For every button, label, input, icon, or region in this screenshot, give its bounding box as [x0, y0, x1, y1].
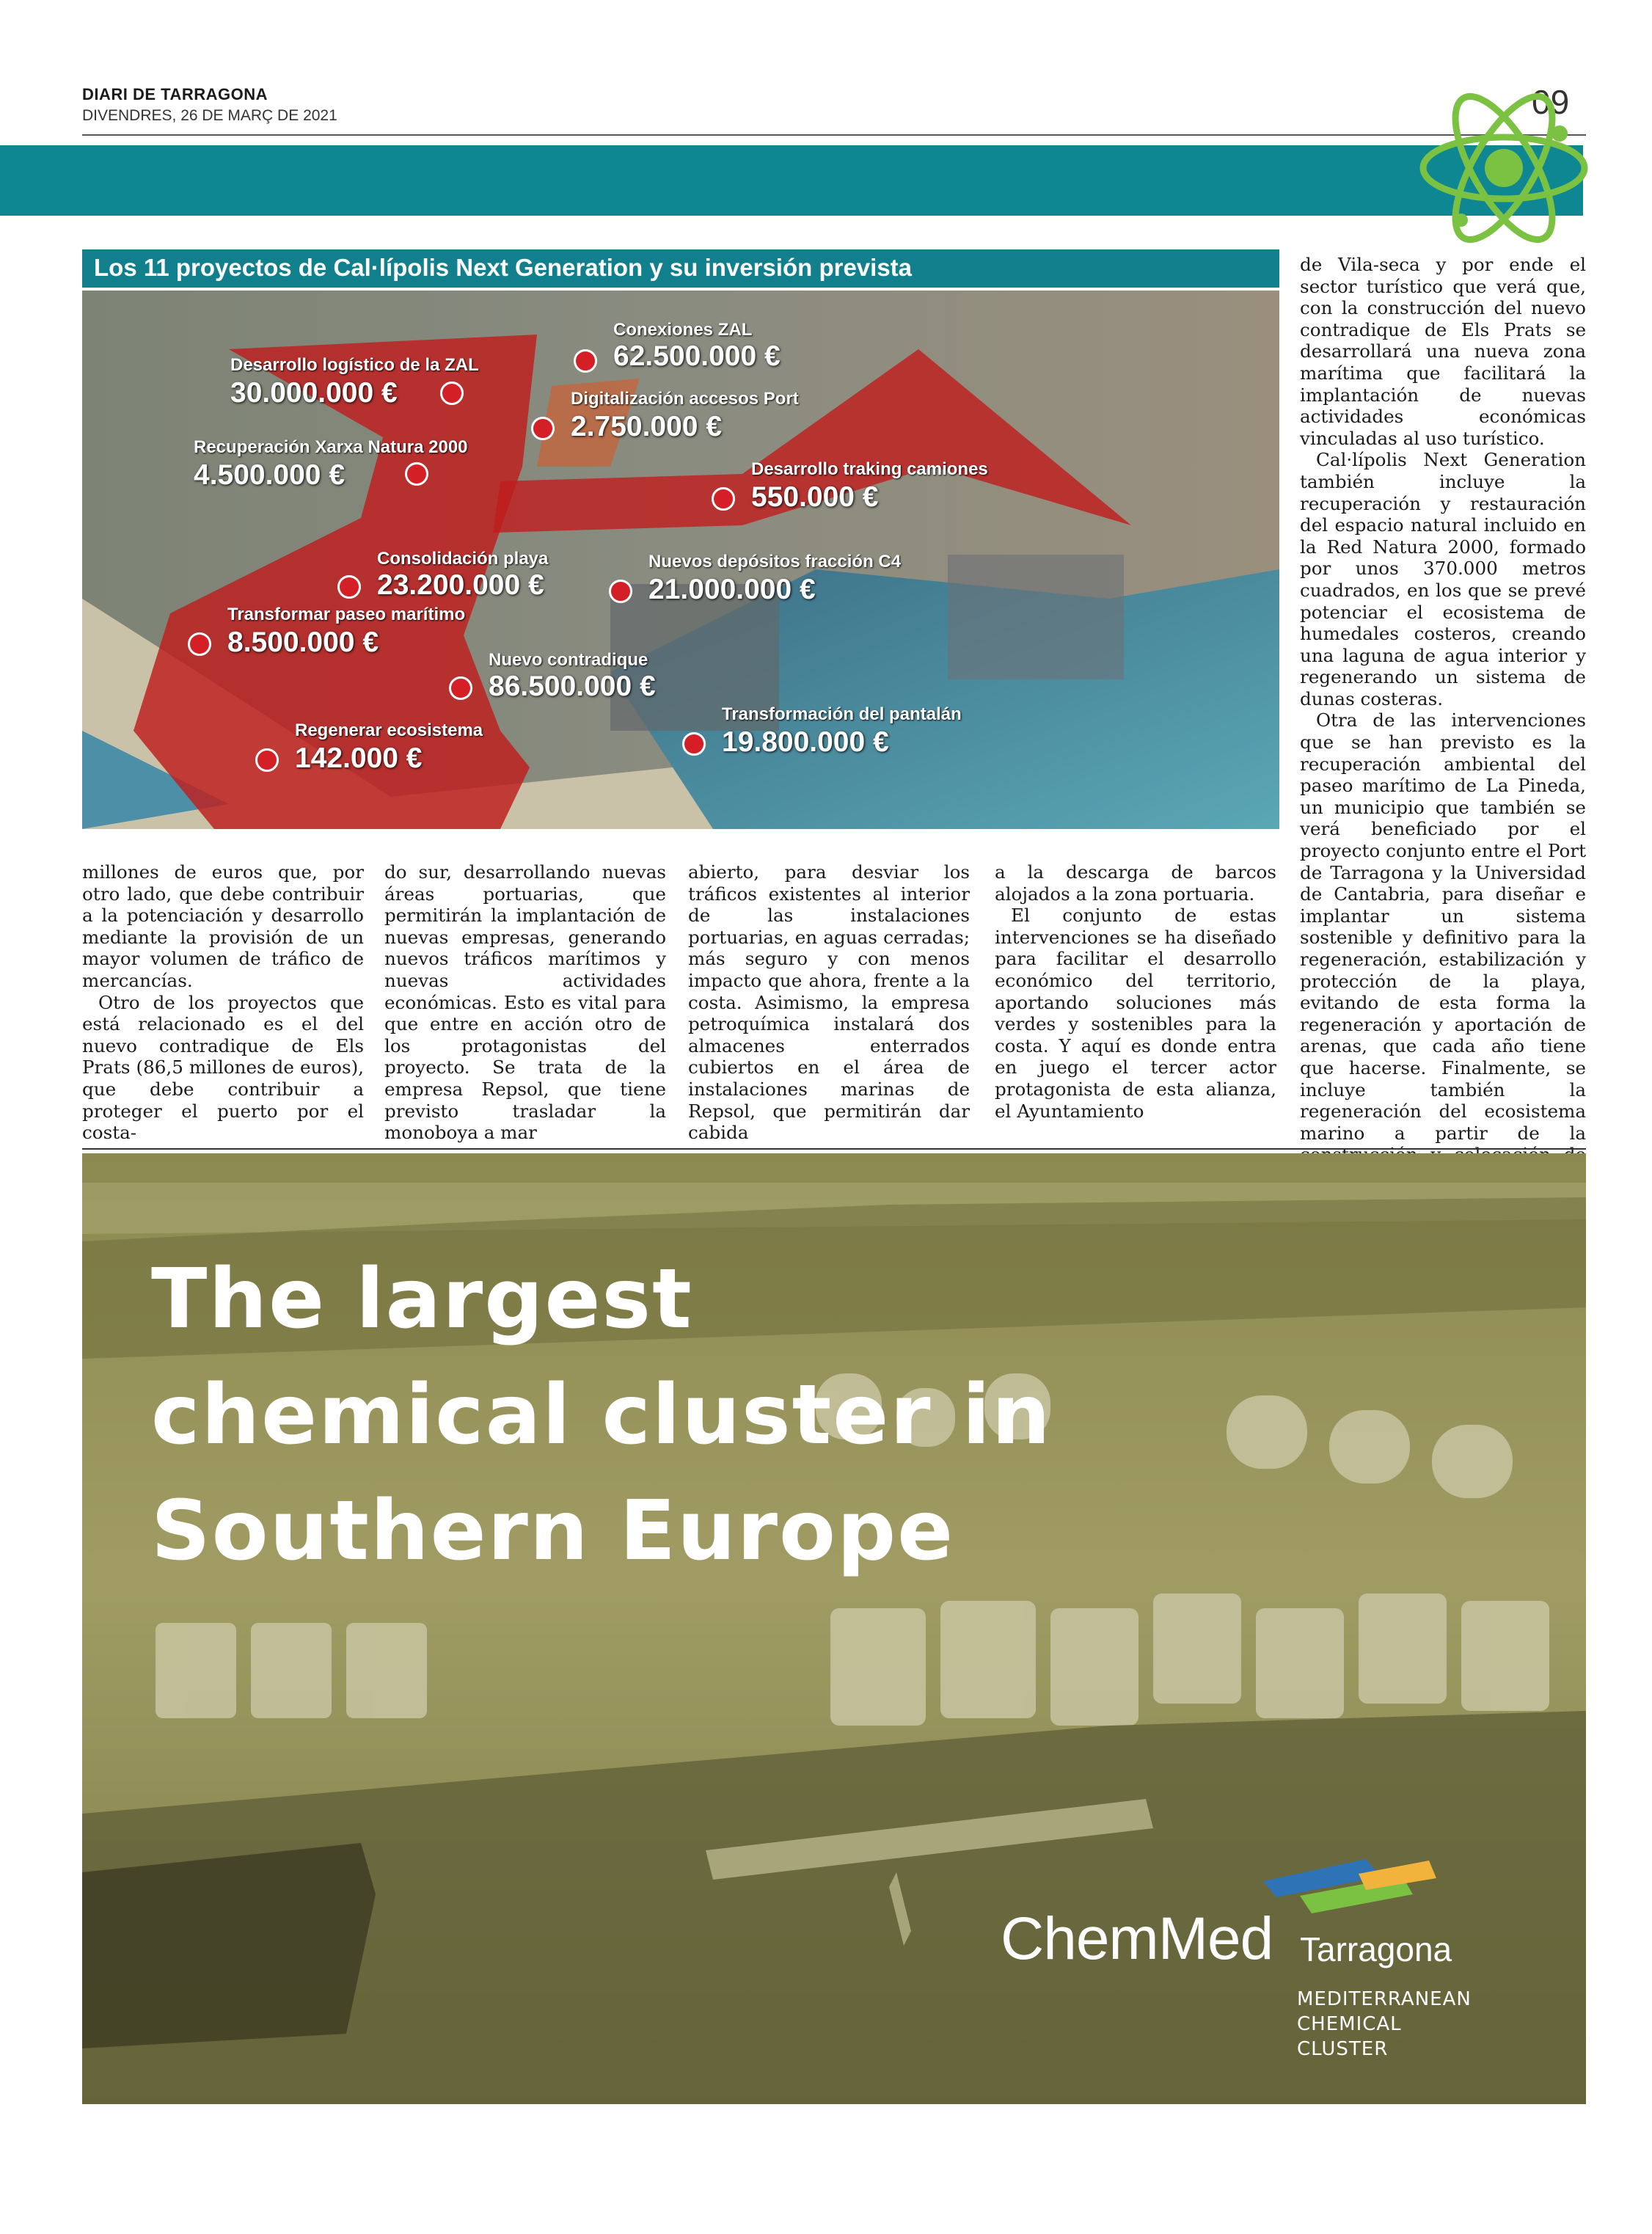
- project-marker: [440, 382, 464, 405]
- project-name: Nuevos depósitos fracción C4: [648, 552, 902, 572]
- ad-tagline: [1297, 1987, 1472, 2062]
- ad-tagline-line: MEDITERRANEAN: [1297, 1988, 1472, 2010]
- project-name: Nuevo contradique: [489, 650, 648, 670]
- page-number: 09: [1532, 83, 1570, 121]
- ad-separator: [82, 1148, 1586, 1150]
- project-name: Transformar paseo marítimo: [227, 605, 466, 624]
- paragraph: Otra de las intervenciones que se han previsto es la recuperación ambiental del paseo marítimo de La Pineda, un municipio que también se verá beneficiado por el proyecto conjunto entre el Port de Tarragona y la Universidad de Cantabria, para diseñar e implantar un sistema sostenible y definitivo para la regeneración, estabilización y protección de la playa, evitando de esta forma la regeneración y aportación de arenas, que cada año tiene que hacerse. Finalmente, se incluye también la regeneración del ecosistema marino a partir de la: [1300, 709, 1586, 1144]
- project-amount: 4.500.000 €: [194, 459, 346, 491]
- project-amount: 2.750.000 €: [571, 411, 723, 442]
- project-marker: [682, 732, 706, 756]
- paragraph: Otro de los proyectos que está relacionado es el del nuevo contradique de Els Prats (86,5 millones de euros), que debe contribuir a proteger el puerto por el costa-: [82, 991, 364, 1144]
- project-name: Regenerar ecosistema: [295, 720, 483, 740]
- project-amount: 86.500.000 €: [489, 671, 656, 702]
- project-amount: 23.200.000 €: [377, 569, 544, 601]
- project-name: Transformación del pantalán: [722, 704, 962, 724]
- project-name: Consolidación playa: [377, 549, 549, 569]
- ad-headline-line: Southern Europe: [151, 1483, 955, 1579]
- paragraph: millones de euros que, por otro lado, que debe contribuir a la potenciación y desarrollo mediante la provisión de un mayor volumen de tráfico de mercancías.: [82, 861, 364, 991]
- project-marker: [255, 748, 279, 772]
- project-name: Desarrollo logístico de la ZAL: [230, 355, 479, 375]
- project-amount: 19.800.000 €: [722, 726, 889, 758]
- ad-headline-line: chemical cluster in: [151, 1368, 1052, 1463]
- project-amount: 62.500.000 €: [613, 340, 781, 372]
- project-amount: 30.000.000 €: [230, 377, 398, 409]
- project-amount: 550.000 €: [751, 481, 879, 513]
- project-marker: [405, 462, 428, 486]
- project-amount: 142.000 €: [295, 742, 423, 774]
- article-column-4: [995, 861, 1276, 1122]
- project-name: Desarrollo traking camiones: [751, 459, 988, 479]
- project-name: Digitalización accesos Port: [571, 389, 799, 409]
- paragraph: El conjunto de estas intervenciones se ha diseñado para facilitar el desarrollo económico del territorio, aportando soluciones más verdes y sostenibles para la costa. Y aquí es donde entra en juego el tercer actor protagonista de esta alianza, el Ayuntamiento: [995, 905, 1276, 1122]
- paragraph: do sur, desarrollando nuevas áreas portuarias, que permitirán la implantación de nuevas empresas, generando nuevos tráficos marítimos y nuevas actividades económicas. Esto es vital para que entre en acción otro de los protagonistas del proyecto. Se trata de la empresa Repsol, que tiene previsto trasladar la monoboya a mar: [384, 861, 666, 1144]
- ad-tagline-line: CHEMICAL: [1297, 2013, 1402, 2035]
- ad-headline-line: The largest: [151, 1252, 693, 1347]
- article-column-3: [688, 861, 970, 1144]
- infographic-title: Los 11 proyectos de Cal·lípolis Next Generation y su inversión prevista: [94, 254, 913, 281]
- ad-brand-city: Tarragona: [1300, 1930, 1452, 1968]
- atom-icon: [1416, 90, 1592, 247]
- header-rule: [82, 134, 1586, 136]
- project-amount: 21.000.000 €: [648, 574, 816, 605]
- project-marker: [188, 632, 211, 656]
- article-column-5: [1300, 254, 1586, 1188]
- project-name: Recuperación Xarxa Natura 2000: [194, 437, 468, 457]
- project-marker: [337, 575, 361, 599]
- project-marker: [712, 487, 735, 511]
- paragraph: Cal·lípolis Next Generation también incluye la recuperación y restauración del espacio natural incluido en la Red Natura 2000, formado por unos 370.000 metros cuadrados, en los que se prevé potenciar el ecosistema de humedales costeros, creando una laguna de agua interior y regenerando un sistema de dunas costeras.: [1300, 449, 1586, 709]
- project-marker: [574, 349, 597, 373]
- project-marker: [531, 417, 555, 440]
- project-marker: [449, 676, 472, 700]
- project-amount: 8.500.000 €: [227, 627, 379, 658]
- article-column-2: [384, 861, 666, 1144]
- ad-tagline-line: CLUSTER: [1297, 2038, 1389, 2060]
- publication-name: DIARI DE TARRAGONA: [82, 85, 268, 103]
- issue-date: DIVENDRES, 26 DE MARÇ DE 2021: [82, 107, 337, 124]
- ad-brand: ChemMed: [1001, 1905, 1273, 1972]
- paragraph: de Vila-seca y por ende el sector turístico que verá que, con la construcción del nuevo contradique de Els Prats se desarrollará una nueva zona marítima que facilitará la implantación de nuevas actividades económicas vinculadas al uso turístico.: [1300, 254, 1586, 449]
- project-name: Conexiones ZAL: [613, 320, 753, 340]
- ad-headline: [151, 1241, 1052, 1589]
- paragraph: abierto, para desviar los tráficos existentes al interior de las instalaciones portuarias, en aguas cerradas; más seguro y con menos impacto que ahora, frente a la costa. Asimismo, la empresa petroquímica instalará dos almacenes enterrados cubiertos en el área de instalaciones marinas de Repsol, que permitirán dar cabida: [688, 861, 970, 1144]
- article-column-1: [82, 861, 364, 1144]
- section-band: [0, 145, 1583, 216]
- project-marker: [609, 580, 632, 603]
- paragraph: a la descarga de barcos alojados a la zona portuaria.: [995, 861, 1276, 905]
- chemmed-logo-mark: [1256, 1852, 1436, 1915]
